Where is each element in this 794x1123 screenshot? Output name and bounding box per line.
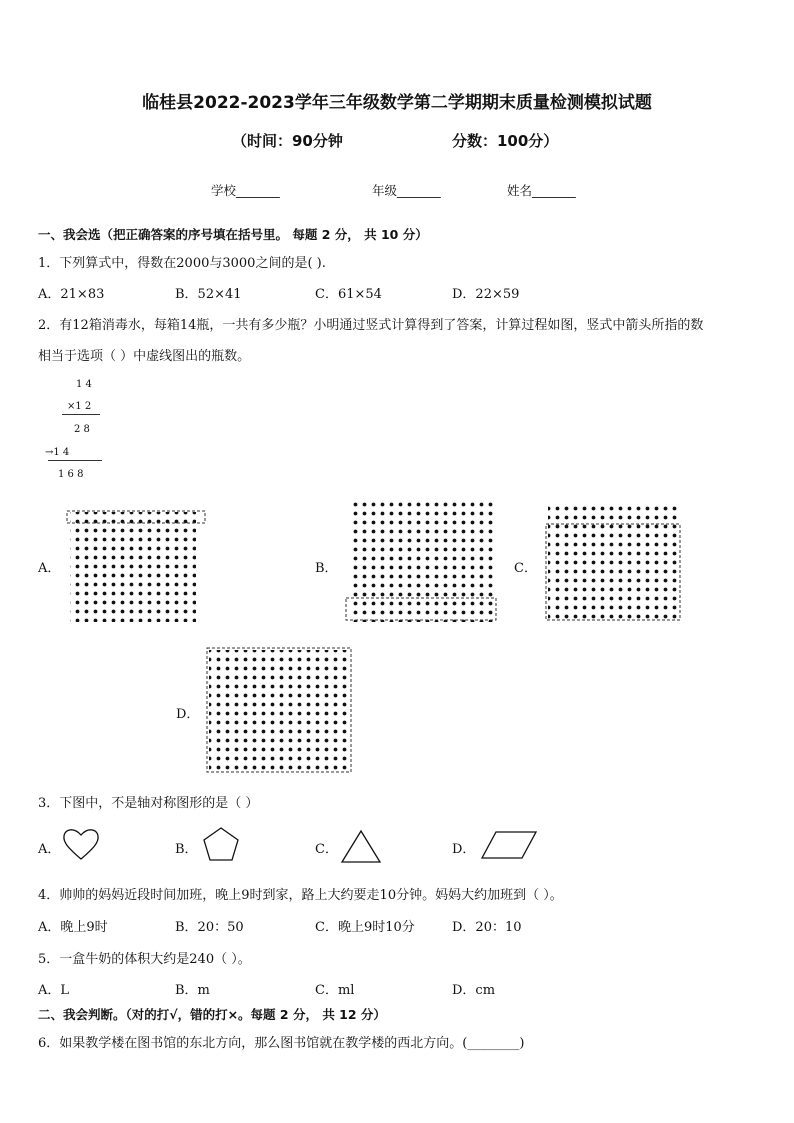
vertical-line-2: ×1 2 xyxy=(67,401,92,412)
q1-option-c: C．61×54 xyxy=(315,287,382,302)
q5-option-d: D．cm xyxy=(452,983,496,998)
exam-time: （时间：90分钟 xyxy=(232,132,343,150)
vertical-divider-2 xyxy=(48,460,102,461)
question-6: 6．如果教学楼在图书馆的东北方向，那么图书馆就在教学楼的西北方向。(________) xyxy=(38,1036,525,1051)
vertical-line-3: 2 8 xyxy=(74,424,90,435)
q2-option-a-label: A． xyxy=(38,561,61,576)
vertical-line-5: 1 6 8 xyxy=(58,469,84,480)
pentagon-icon xyxy=(202,826,240,862)
q2-option-c-label: C． xyxy=(514,561,537,576)
exam-score: 分数：100分） xyxy=(452,132,559,150)
section-2-heading: 二、我会判断。（对的打√，错的打×。每题 2 分， 共 12 分） xyxy=(38,1007,386,1022)
q2-option-d-dots xyxy=(205,646,355,774)
parallelogram-icon xyxy=(480,830,538,860)
q3-option-a-label: A． xyxy=(38,842,61,857)
q2-option-b-dots xyxy=(342,500,504,624)
q2-option-d-label: D． xyxy=(176,707,200,722)
q5-option-a: A．L xyxy=(38,983,70,998)
q1-option-a: A．21×83 xyxy=(38,287,105,302)
page-title: 临桂县2022-2023学年三年级数学第二学期期末质量检测模拟试题 xyxy=(142,93,652,113)
question-4: 4．帅帅的妈妈近段时间加班，晚上9时到家，路上大约要走10分钟。妈妈大约加班到（ ）。 xyxy=(38,888,563,903)
question-2-line-1: 2．有12箱消毒水，每箱14瓶，一共有多少瓶？小明通过竖式计算得到了答案，计算过程如图，竖式中箭头所指的数 xyxy=(38,318,704,333)
triangle-icon xyxy=(340,828,382,864)
question-5: 5．一盒牛奶的体积大约是240（ ）。 xyxy=(38,952,251,967)
q3-option-b-label: B． xyxy=(175,842,198,857)
name-field: 姓名_______ xyxy=(507,183,576,198)
q4-option-c: C．晚上9时10分 xyxy=(315,920,415,935)
q2-option-c-dots xyxy=(544,504,684,624)
heart-icon xyxy=(62,826,100,862)
q1-option-b: B．52×41 xyxy=(175,287,242,302)
q3-option-d-label: D． xyxy=(452,842,476,857)
vertical-line-4: →1 4 xyxy=(45,447,70,458)
vertical-line-1: 1 4 xyxy=(76,379,92,390)
q4-option-d: D．20：10 xyxy=(452,920,522,935)
vertical-divider-1 xyxy=(62,414,100,415)
question-3: 3．下图中，不是轴对称图形的是（ ） xyxy=(38,796,259,811)
question-2-line-2: 相当于选项（ ）中虚线图出的瓶数。 xyxy=(38,349,251,364)
q2-option-b-label: B． xyxy=(315,561,338,576)
q2-option-a-dots xyxy=(64,508,210,624)
q4-option-b: B．20：50 xyxy=(175,920,244,935)
school-field: 学校_______ xyxy=(211,183,280,198)
grade-field: 年级_______ xyxy=(372,183,441,198)
question-1: 1．下列算式中，得数在2000与3000之间的是( ). xyxy=(38,256,326,271)
q5-option-b: B．m xyxy=(175,983,210,998)
section-1-heading: 一、我会选（把正确答案的序号填在括号里。 每题 2 分， 共 10 分） xyxy=(38,227,428,242)
q3-option-c-label: C． xyxy=(315,842,338,857)
q1-option-d: D．22×59 xyxy=(452,287,520,302)
q5-option-c: C．ml xyxy=(315,983,355,998)
q4-option-a: A．晚上9时 xyxy=(38,920,108,935)
